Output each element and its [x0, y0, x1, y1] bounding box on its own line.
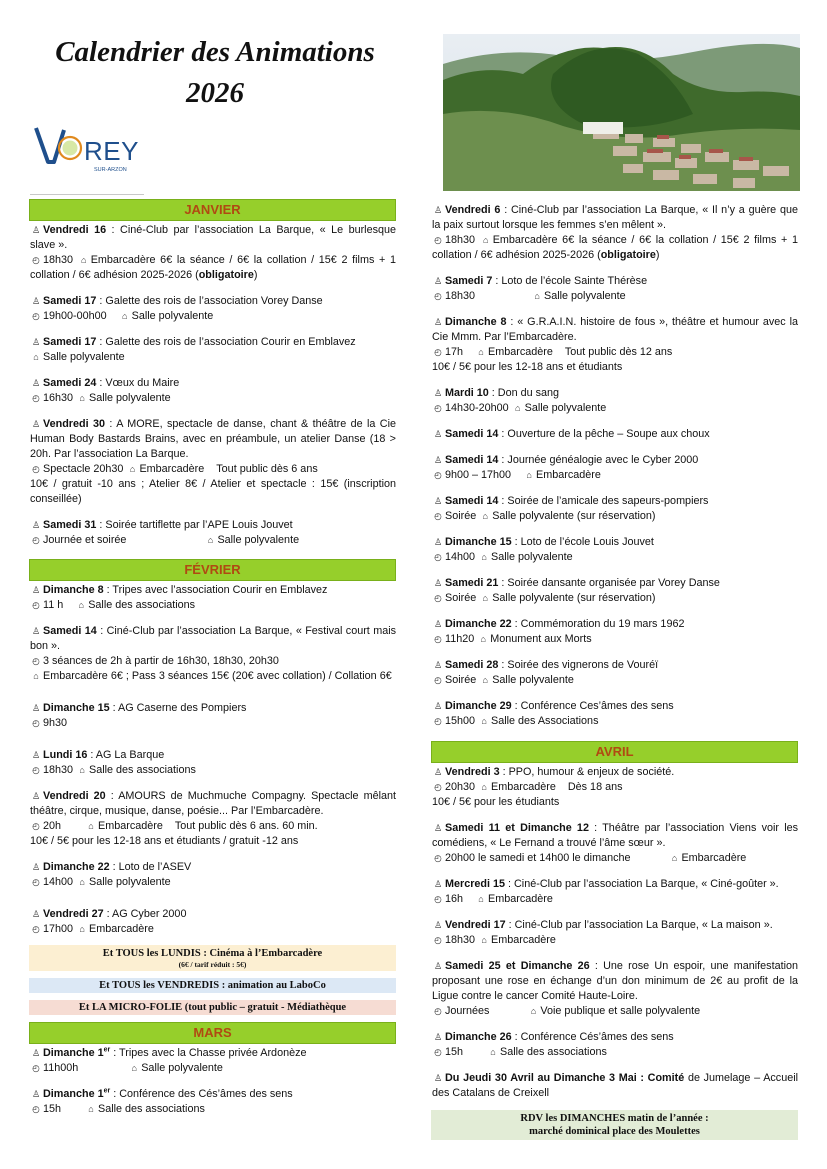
event-description: : Don du sang: [488, 387, 560, 399]
person-icon: ♙: [433, 455, 443, 465]
location-icon: ⌂: [33, 671, 39, 681]
event-date: Lundi 16: [43, 749, 88, 761]
person-icon: ♙: [433, 496, 443, 506]
event-date: Samedi 7: [445, 275, 493, 287]
event-time: 15h: [43, 1103, 62, 1115]
event-date: Samedi 25 et Dimanche 26: [445, 960, 590, 972]
event-price: 10€ / gratuit -10 ans ; Atelier 8€ / Atelier et spectacle : 15€ (inscription conseillée): [30, 478, 396, 505]
event-item: [29, 624, 396, 684]
event-date: Dimanche 22: [43, 861, 110, 873]
event-item: [29, 335, 396, 365]
event-place: Embarcadère 6€ ; Pass 3 séances 15€ (20€ avec collation) / Collation 6€: [43, 670, 392, 682]
event-description: : Tripes avec l’association Courir en Emblavez: [103, 584, 328, 596]
event-time: 14h00: [445, 551, 476, 563]
location-icon: ⌂: [481, 782, 487, 792]
event-item: [431, 315, 798, 375]
event-description: : PPO, humour & enjeux de société.: [499, 766, 675, 778]
event-place: Salle polyvalente (sur réservation): [492, 592, 656, 604]
clock-icon: ◴: [434, 894, 442, 904]
person-icon: ♙: [31, 626, 41, 636]
title-line-2: 2026: [186, 77, 244, 109]
location-icon: ⌂: [481, 935, 487, 945]
event-time: 20h30: [445, 781, 476, 793]
note-fridays-laboco: Et TOUS les VENDREDIS : animation au LaboCo: [29, 978, 396, 993]
event-date: Samedi 17: [43, 295, 97, 307]
event-audience: Tout public dès 12 ans: [564, 346, 673, 358]
clock-icon: ◴: [434, 511, 442, 521]
clock-icon: ◴: [434, 1006, 442, 1016]
event-time: Soirée: [445, 674, 477, 686]
location-icon: ⌂: [88, 1104, 94, 1114]
event-description: : A MORE, spectacle de danse, chant & théâtre de la Cie Human Body Bastards Brains, avec en préambule, un atelier Danse (18 > 20h. Par l’association La Barque.: [30, 418, 396, 460]
event-place: Salle polyvalente: [43, 351, 125, 363]
event-mandatory: obligatoire: [600, 249, 656, 261]
location-icon: ⌂: [482, 235, 489, 245]
clock-icon: ◴: [32, 877, 40, 887]
event-price: Embarcadère 6€ la séance / 6€ la collation / 15€ 2 films + 1 collation / 6€ adhésion 2025-2026 (: [30, 254, 396, 281]
clock-icon: ◴: [434, 935, 442, 945]
event-date: Samedi 11 et Dimanche 12: [445, 822, 589, 834]
location-icon: ⌂: [481, 716, 487, 726]
location-icon: ⌂: [80, 255, 87, 265]
event-item: [431, 765, 798, 810]
event-description: : AG La Barque: [87, 749, 165, 761]
event-time: 16h: [445, 893, 464, 905]
month-avril: AVRIL: [431, 741, 798, 763]
clock-icon: ◴: [434, 347, 442, 357]
event-time: 18h30: [43, 764, 74, 776]
clock-icon: ◴: [32, 718, 40, 728]
person-icon: ♙: [433, 205, 443, 215]
location-icon: ⌂: [121, 311, 128, 321]
logo-sub: SUR-ARZON: [94, 167, 127, 173]
event-time: 17h00: [43, 923, 74, 935]
location-icon: ⌂: [129, 464, 136, 474]
event-audience: Tout public dès 6 ans: [216, 463, 318, 475]
event-place: Embarcadère: [491, 781, 556, 793]
event-time: 20h: [43, 820, 62, 832]
event-place: Salle des Associations: [491, 715, 599, 727]
event-place: Voie publique et salle polyvalente: [540, 1005, 701, 1017]
location-icon: ⌂: [79, 924, 85, 934]
event-place: Salle polyvalente: [89, 392, 171, 404]
event-place: Salle polyvalente (sur réservation): [492, 510, 656, 522]
event-item: [431, 877, 798, 907]
event-place: Monument aux Morts: [490, 633, 592, 645]
event-place: Salle polyvalente: [544, 290, 626, 302]
event-item: [29, 376, 396, 406]
event-place: Salle polyvalente: [141, 1062, 223, 1074]
location-icon: ⌂: [478, 347, 484, 357]
location-icon: ⌂: [482, 675, 488, 685]
event-date: Samedi 21: [445, 577, 499, 589]
title-line-1: Calendrier des Animations: [55, 36, 375, 68]
event-date: Mardi 10: [445, 387, 489, 399]
event-item: [431, 386, 798, 416]
page-title: [30, 32, 400, 114]
event-date: Vendredi 17: [445, 919, 506, 931]
person-icon: ♙: [31, 296, 41, 306]
clock-icon: ◴: [434, 853, 442, 863]
event-description: : Ciné-Club par l’association La Barque, « Festival court mais bon ».: [30, 625, 396, 652]
event-item: ♙ Vendredi 16 : Ciné-Club par l’association La Barque, « Le burlesque slave ». ◴ 18h30 ⌂ Embarcadère 6€ la séance / 6€ la collation / 15€ 2 films + 1 collation / 6€ adhésion 2025-2026 (obligatoire): [30, 224, 396, 281]
event-item: ♙ Dimanche 1er : Conférence des Cés’âmes des sens ◴ 15h ⌂ Salle des associations: [31, 1087, 293, 1115]
clock-icon: ◴: [32, 656, 40, 666]
event-date: Samedi 28: [445, 659, 499, 671]
event-description: : Conférence Cés’âmes des sens: [511, 1031, 674, 1043]
event-place: Salle polyvalente: [491, 551, 573, 563]
clock-icon: ◴: [434, 675, 442, 685]
event-time: 15h00: [445, 715, 476, 727]
event-description: : Loto de l’école Sainte Thérèse: [492, 275, 648, 287]
event-item: [431, 1071, 798, 1101]
clock-icon: ◴: [434, 470, 442, 480]
month-janvier: JANVIER: [29, 199, 396, 221]
event-item: [29, 294, 396, 324]
event-item: [431, 427, 798, 442]
person-icon: ♙: [433, 961, 443, 971]
event-time: 14h30-20h00: [445, 402, 509, 414]
event-place: Salle des associations: [88, 599, 196, 611]
person-icon: ♙: [433, 920, 443, 930]
event-item: [29, 748, 396, 778]
event-date: Dimanche 8: [43, 584, 104, 596]
event-item: [29, 701, 396, 731]
person-icon: ♙: [31, 585, 41, 595]
person-icon: ♙: [31, 520, 41, 530]
location-icon: ⌂: [131, 1063, 137, 1073]
event-time: 11h00h: [43, 1062, 79, 1074]
event-date: Vendredi 20: [43, 790, 106, 802]
event-description: : Ciné-Club par l’association La Barque, « Il n’y a guère que la paix surtout lorsque les femmes s’en mêlent ».: [432, 204, 798, 231]
clock-icon: ◴: [434, 403, 442, 413]
note-mondays-cinema: Et TOUS les LUNDIS : Cinéma à l’Embarcadère (6€ / tarif réduit : 5€): [29, 945, 396, 971]
event-description: : AMOURS de Muchmuche Compagny. Spectacle mêlant théâtre, cirque, musique, danse, poésie... Par l’Embarcadère.: [30, 790, 396, 817]
event-description: : Vœux du Maire: [96, 377, 180, 389]
person-icon: ♙: [31, 1089, 41, 1099]
event-date: Dimanche 15: [445, 536, 512, 548]
event-item: [431, 1030, 798, 1060]
event-description: : Ciné-Club par l’association La Barque, « La maison ».: [505, 919, 773, 931]
event-place: Salle des associations: [500, 1046, 607, 1058]
person-icon: ♙: [433, 879, 443, 889]
clock-icon: ◴: [434, 716, 442, 726]
person-icon: ♙: [433, 317, 443, 327]
divider: [30, 194, 144, 195]
clock-icon: ◴: [32, 311, 40, 321]
event-date: Dimanche 22: [445, 618, 512, 630]
person-icon: ♙: [31, 909, 41, 919]
event-time: 20h00 le samedi et 14h00 le dimanche: [445, 852, 631, 864]
note-sunday-market: RDV les DIMANCHES matin de l’année : marché dominical place des Moulettes: [431, 1110, 798, 1140]
clock-icon: ◴: [32, 255, 40, 265]
clock-icon: ◴: [32, 1104, 40, 1114]
event-description: : Galette des rois de l’association Courir en Emblavez: [96, 336, 356, 348]
person-icon: ♙: [31, 862, 41, 872]
clock-icon: ◴: [32, 393, 40, 403]
event-date: Dimanche 8: [445, 316, 507, 328]
location-icon: ⌂: [481, 552, 487, 562]
person-icon: ♙: [31, 703, 41, 713]
event-price: 10€ / 5€ pour les 12-18 ans et étudiants: [432, 361, 623, 373]
event-description: : « G.R.A.I.N. histoire de fous », théâtre et humour avec la Cie Mmm. Par l’Embarcadère.: [432, 316, 799, 343]
event-description: : Galette des rois de l’association Vorey Danse: [96, 295, 323, 307]
person-icon: ♙: [31, 419, 41, 429]
event-date: Samedi 17: [43, 336, 97, 348]
person-icon: ♙: [433, 619, 443, 629]
person-icon: ♙: [433, 578, 443, 588]
location-icon: ⌂: [480, 634, 486, 644]
event-item: [431, 274, 798, 304]
right-column: [431, 203, 798, 1140]
person-icon: ♙: [433, 429, 443, 439]
event-time: 18h30: [43, 254, 74, 266]
event-date: Vendredi 3: [445, 766, 500, 778]
clock-icon: ◴: [32, 600, 40, 610]
event-item: [431, 821, 798, 866]
event-date: Du Jeudi 30 Avril au Dimanche 3 Mai : Comité: [445, 1072, 685, 1084]
event-place: Salle polyvalente: [524, 402, 607, 414]
person-icon: ♙: [433, 276, 443, 286]
event-time: 9h00 – 17h00: [445, 469, 512, 481]
event-place: Salle polyvalente: [217, 534, 300, 546]
event-time: 9h30: [43, 717, 68, 729]
event-date: Vendredi 16: [43, 224, 107, 236]
event-date: Vendredi 30: [43, 418, 106, 430]
event-item: [29, 860, 396, 890]
note-price: (6€ / tarif réduit : 5€): [178, 960, 247, 969]
clock-icon: ◴: [434, 634, 442, 644]
location-icon: ⌂: [79, 877, 85, 887]
event-item: [431, 494, 798, 524]
event-mandatory: obligatoire: [198, 269, 254, 281]
event-date: Vendredi 6: [445, 204, 501, 216]
location-icon: ⌂: [79, 765, 85, 775]
person-icon: ♙: [31, 791, 41, 801]
event-date: Dimanche 29: [445, 700, 512, 712]
event-description: : Commémoration du 19 mars 1962: [511, 618, 685, 630]
event-description: : Loto de l’école Louis Jouvet: [511, 536, 654, 548]
event-item: [29, 907, 396, 937]
event-place: Salle polyvalente: [89, 876, 171, 888]
event-description: : Conférence des Cés’âmes des sens: [110, 1088, 293, 1100]
location-icon: ⌂: [33, 352, 39, 362]
event-date: Samedi 14: [43, 625, 97, 637]
event-time: 3 séances de 2h à partir de 16h30, 18h30, 20h30: [43, 655, 279, 667]
event-audience: Dès 18 ans: [567, 781, 623, 793]
event-date: Samedi 14: [445, 428, 499, 440]
month-fevrier: FÉVRIER: [29, 559, 396, 581]
location-icon: ⌂: [207, 535, 214, 545]
event-item: [431, 959, 798, 1019]
event-time: 19h00-00h00: [43, 310, 107, 322]
event-place: Embarcadère: [139, 463, 205, 475]
clock-icon: ◴: [32, 1063, 40, 1073]
event-date: Dimanche 15: [43, 702, 110, 714]
event-item: [29, 583, 396, 613]
event-item: [431, 453, 798, 483]
event-date: Vendredi 27: [43, 908, 104, 920]
event-price: Embarcadère 6€ la séance / 6€ la collation / 15€ 2 films + 1 collation / 6€ adhésion 2025-2026 (: [432, 234, 798, 261]
vorey-logo: [34, 124, 148, 176]
event-date: Dimanche 1: [43, 1088, 104, 1100]
event-time: 18h30: [445, 234, 476, 246]
month-mars: MARS: [29, 1022, 396, 1044]
person-icon: ♙: [31, 337, 41, 347]
event-item: [29, 518, 396, 548]
person-icon: ♙: [433, 660, 443, 670]
person-icon: ♙: [31, 225, 41, 235]
event-item: [29, 417, 396, 507]
clock-icon: ◴: [434, 593, 442, 603]
location-icon: ⌂: [482, 511, 488, 521]
event-time: Journées: [445, 1005, 490, 1017]
clock-icon: ◴: [434, 1047, 442, 1057]
location-icon: ⌂: [78, 600, 84, 610]
event-item: [431, 617, 798, 647]
svg-text:REY: REY: [84, 136, 139, 166]
event-description: : Loto de l’ASEV: [109, 861, 192, 873]
event-time: Soirée: [445, 510, 477, 522]
location-icon: ⌂: [526, 470, 532, 480]
event-place: Embarcadère: [488, 346, 553, 358]
event-place: Salle polyvalente: [492, 674, 574, 686]
event-time: Soirée: [445, 592, 477, 604]
event-place: Salle des associations: [98, 1103, 205, 1115]
event-time: Spectacle 20h30: [43, 463, 124, 475]
person-icon: ♙: [31, 378, 41, 388]
event-description: : Soirée des vignerons de Vouréï: [498, 659, 659, 671]
event-place: Embarcadère: [536, 469, 601, 481]
location-icon: ⌂: [482, 593, 488, 603]
clock-icon: ◴: [434, 552, 442, 562]
clock-icon: ◴: [434, 291, 442, 301]
event-time: 18h30: [445, 290, 476, 302]
event-place: Salle des associations: [89, 764, 196, 776]
event-audience: Tout public dès 6 ans. 60 min.: [174, 820, 318, 832]
event-date: Mercredi 15: [445, 878, 506, 890]
location-icon: ⌂: [514, 403, 521, 413]
event-description: : Soirée de l’amicale des sapeurs-pompiers: [498, 495, 709, 507]
event-date: Samedi 24: [43, 377, 97, 389]
event-price: 10€ / 5€ pour les étudiants: [432, 796, 560, 808]
location-icon: ⌂: [478, 894, 484, 904]
event-time: 18h30: [445, 934, 476, 946]
event-description: : AG Caserne des Pompiers: [109, 702, 247, 714]
event-time: 14h00: [43, 876, 74, 888]
event-date: Samedi 14: [445, 454, 499, 466]
person-icon: ♙: [433, 1073, 443, 1083]
person-icon: ♙: [31, 750, 41, 760]
event-description: : Ouverture de la pêche – Soupe aux choux: [498, 428, 710, 440]
clock-icon: ◴: [32, 535, 40, 545]
person-icon: ♙: [31, 1048, 41, 1058]
location-icon: ⌂: [671, 853, 678, 863]
event-time: 16h30: [43, 392, 74, 404]
event-description: : Journée généalogie avec le Cyber 2000: [498, 454, 699, 466]
event-item: ♙ Vendredi 6 : Ciné-Club par l’association La Barque, « Il n’y a guère que la paix surtout lorsque les femmes s’en mêlent ». ◴ 18h30 ⌂ Embarcadère 6€ la séance / 6€ la collation / 15€ 2 films + 1 collation / 6€ adhésion 2025-2026 (obligatoire): [432, 204, 798, 261]
clock-icon: ◴: [32, 924, 40, 934]
event-date: Samedi 14: [445, 495, 499, 507]
event-place: Embarcadère: [98, 820, 163, 832]
event-place: Embarcadère: [488, 893, 553, 905]
event-item: [431, 576, 798, 606]
clock-icon: ◴: [434, 782, 442, 792]
event-description: : Conférence Ces’âmes des sens: [511, 700, 674, 712]
event-time: 11 h: [43, 599, 64, 611]
clock-icon: ◴: [434, 235, 442, 245]
event-time: 11h20: [445, 633, 475, 645]
person-icon: ♙: [433, 767, 443, 777]
location-icon: ⌂: [534, 291, 540, 301]
event-date: Dimanche 26: [445, 1031, 512, 1043]
event-item: [431, 918, 798, 948]
person-icon: ♙: [433, 537, 443, 547]
location-icon: ⌂: [530, 1006, 537, 1016]
event-description: : Soirée tartiflette par l’APE Louis Jouvet: [96, 519, 293, 531]
event-time: Journée et soirée: [43, 534, 127, 546]
event-place: Embarcadère: [491, 934, 556, 946]
clock-icon: ◴: [32, 765, 40, 775]
event-price: 10€ / 5€ pour les 12-18 ans et étudiants / gratuit -12 ans: [30, 835, 299, 847]
event-description: : Soirée dansante organisée par Vorey Danse: [498, 577, 720, 589]
event-place: Salle polyvalente: [131, 310, 214, 322]
person-icon: ♙: [433, 701, 443, 711]
location-icon: ⌂: [79, 393, 85, 403]
event-item: [431, 535, 798, 565]
village-landscape-photo: [443, 34, 800, 191]
event-place: Embarcadère: [89, 923, 154, 935]
person-icon: ♙: [433, 823, 443, 833]
event-description: : Ciné-Club par l’association La Barque, « Le burlesque slave ».: [30, 224, 396, 251]
event-description: de Jumelage – Accueil des Catalans de Creixell: [432, 1072, 798, 1099]
event-item: ♙ Dimanche 1er : Tripes avec la Chasse privée Ardonèze ◴ 11h00h ⌂ Salle polyvalente: [31, 1046, 307, 1074]
event-time: 17h: [445, 346, 464, 358]
left-column: [29, 199, 396, 1128]
location-icon: ⌂: [490, 1047, 496, 1057]
event-description: : Une rose Un espoir, une manifestation proposant une rose en échange d’un don minimum de 2€ au profit de la Ligue contre le cancer Comité Haute-Loire.: [432, 960, 798, 1002]
clock-icon: ◴: [32, 821, 40, 831]
event-item: [431, 699, 798, 729]
event-place: Embarcadère: [681, 852, 747, 864]
event-item: [29, 789, 396, 849]
event-item: [431, 658, 798, 688]
person-icon: ♙: [433, 1032, 443, 1042]
event-description: : Ciné-Club par l’association La Barque, « Ciné-goûter ».: [505, 878, 779, 890]
person-icon: ♙: [433, 388, 443, 398]
event-date: Dimanche 1: [43, 1047, 104, 1059]
event-date: Samedi 31: [43, 519, 97, 531]
note-micro-folie: Et LA MICRO-FOLIE (tout public – gratuit - Médiathèque: [29, 1000, 396, 1015]
event-description: : Théâtre par l’association Viens voir les comédiens, « Le Fernand a trouvé l’âme sœur ».: [432, 822, 798, 849]
location-icon: ⌂: [88, 821, 94, 831]
event-time: 15h: [445, 1046, 464, 1058]
event-description: : Tripes avec la Chasse privée Ardonèze: [110, 1047, 307, 1059]
clock-icon: ◴: [32, 464, 40, 474]
event-description: : AG Cyber 2000: [103, 908, 187, 920]
